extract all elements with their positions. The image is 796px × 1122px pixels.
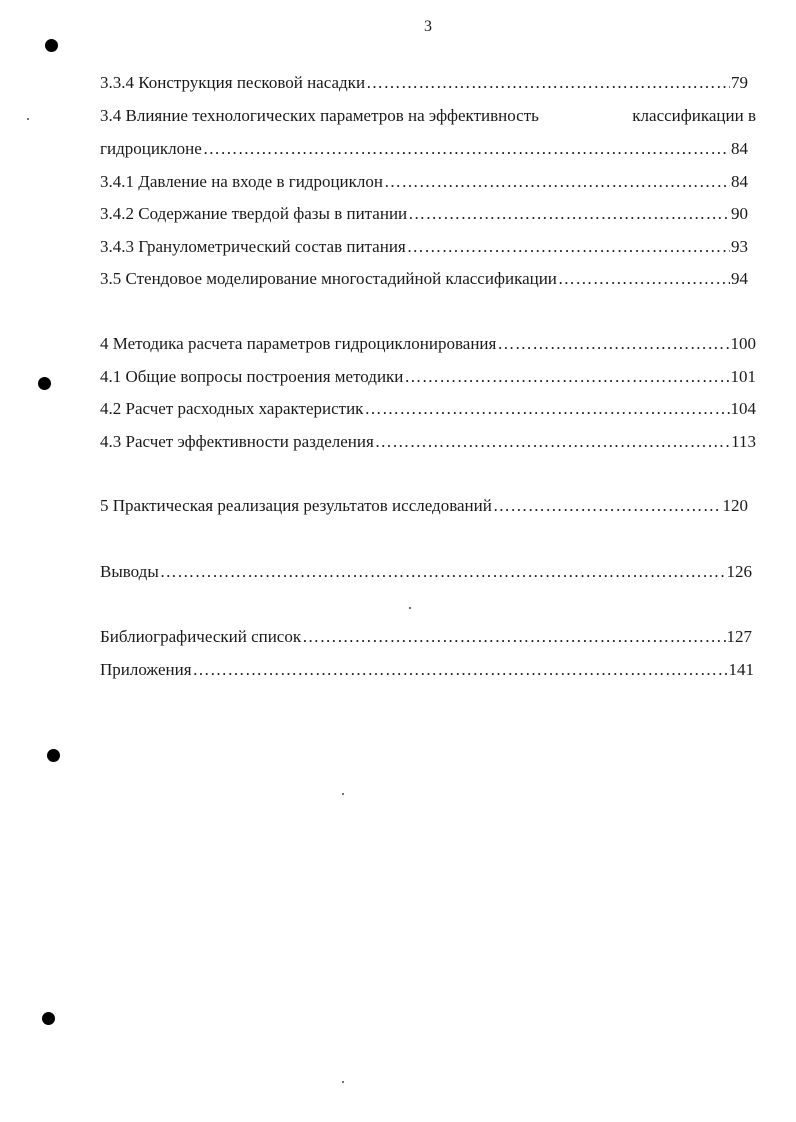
toc-entry-page: 93 <box>731 237 748 256</box>
toc-entry-3-4-line1 <box>100 106 760 126</box>
toc-leader-dots <box>493 496 722 516</box>
toc-entry-page: 141 <box>728 660 754 679</box>
toc-entry-4-3 <box>100 432 756 452</box>
toc-leader-dots <box>366 73 730 93</box>
toc-entry-5 <box>100 496 748 516</box>
toc-entry-page: 127 <box>726 627 752 646</box>
toc-entry-title: 5 Практическая реализация результатов исследований <box>100 496 492 515</box>
toc-leader-dots <box>193 660 728 680</box>
toc-entry-page: 126 <box>726 562 752 581</box>
toc-entry-page: 113 <box>731 432 756 451</box>
toc-entry-appendices <box>100 660 754 680</box>
toc-entry-page: 101 <box>730 367 756 386</box>
toc-leader-dots <box>558 269 730 289</box>
toc-entry-title: Библиографический список <box>100 627 302 646</box>
toc-entry-title: 3.4 Влияние технологических параметров на эффективность <box>100 106 539 125</box>
binder-hole-lower <box>47 749 60 762</box>
page-number: 3 <box>424 18 432 35</box>
toc-entry-title: 4 Методика расчета параметров гидроциклонирования <box>100 334 497 353</box>
toc-leader-dots <box>497 334 729 354</box>
toc-entry-title: 3.4.2 Содержание твердой фазы в питании <box>100 204 408 223</box>
scan-speck <box>27 118 29 120</box>
toc-entry-3-4-2 <box>100 204 748 224</box>
toc-entry-page: 90 <box>731 204 748 223</box>
toc-entry-page: 100 <box>730 334 756 353</box>
toc-leader-dots <box>364 399 729 419</box>
toc-entry-title: 3.3.4 Конструкция песковой насадки <box>100 73 366 92</box>
toc-entry-page: 104 <box>730 399 756 418</box>
toc-entry-title: Выводы <box>100 562 159 581</box>
toc-entry-page: 120 <box>722 496 748 515</box>
toc-leader-dots <box>404 367 729 387</box>
binder-hole-mid <box>38 377 51 390</box>
toc-entry-page: 94 <box>731 269 748 288</box>
binder-hole-bottom <box>42 1012 55 1025</box>
scan-speck <box>342 793 344 795</box>
toc-leader-dots <box>408 204 730 224</box>
toc-leader-dots <box>203 139 730 159</box>
toc-entry-title: гидроциклоне <box>100 139 202 158</box>
toc-entry-3-5 <box>100 269 748 289</box>
toc-leader-dots <box>375 432 730 452</box>
toc-entry-title: 3.4.3 Гранулометрический состав питания <box>100 237 406 256</box>
toc-entry-page: 79 <box>731 73 748 92</box>
toc-entry-4-1 <box>100 367 756 387</box>
toc-entry-conclusions <box>100 562 752 582</box>
toc-leader-dots <box>160 562 726 582</box>
toc-entry-title: Приложения <box>100 660 192 679</box>
toc-entry-title: 4.1 Общие вопросы построения методики <box>100 367 404 386</box>
toc-entry-title: 4.3 Расчет эффективности разделения <box>100 432 374 451</box>
binder-hole-top <box>45 39 58 52</box>
toc-entry-title: 3.4.1 Давление на входе в гидроциклон <box>100 172 383 191</box>
toc-entry-bibliography <box>100 627 752 647</box>
toc-leader-dots <box>302 627 725 647</box>
toc-entry-title-cont: классификации в <box>632 106 756 125</box>
toc-entry-page: 84 <box>731 172 748 191</box>
toc-entry-title: 4.2 Расчет расходных характеристик <box>100 399 364 418</box>
toc-leader-dots <box>407 237 730 257</box>
toc-entry-3-4-1 <box>100 172 748 192</box>
scan-speck <box>409 607 411 609</box>
toc-leader-dots <box>384 172 730 192</box>
toc-entry-page: 84 <box>731 139 748 158</box>
toc-entry-3-4-3 <box>100 237 748 257</box>
toc-entry-4-2 <box>100 399 756 419</box>
toc-entry-title: 3.5 Стендовое моделирование многостадийной классификации <box>100 269 557 288</box>
toc-entry-3-4-line2 <box>100 139 748 159</box>
toc-entry-3-3-4 <box>100 73 748 93</box>
toc-entry-4 <box>100 334 756 354</box>
scan-speck <box>342 1081 344 1083</box>
